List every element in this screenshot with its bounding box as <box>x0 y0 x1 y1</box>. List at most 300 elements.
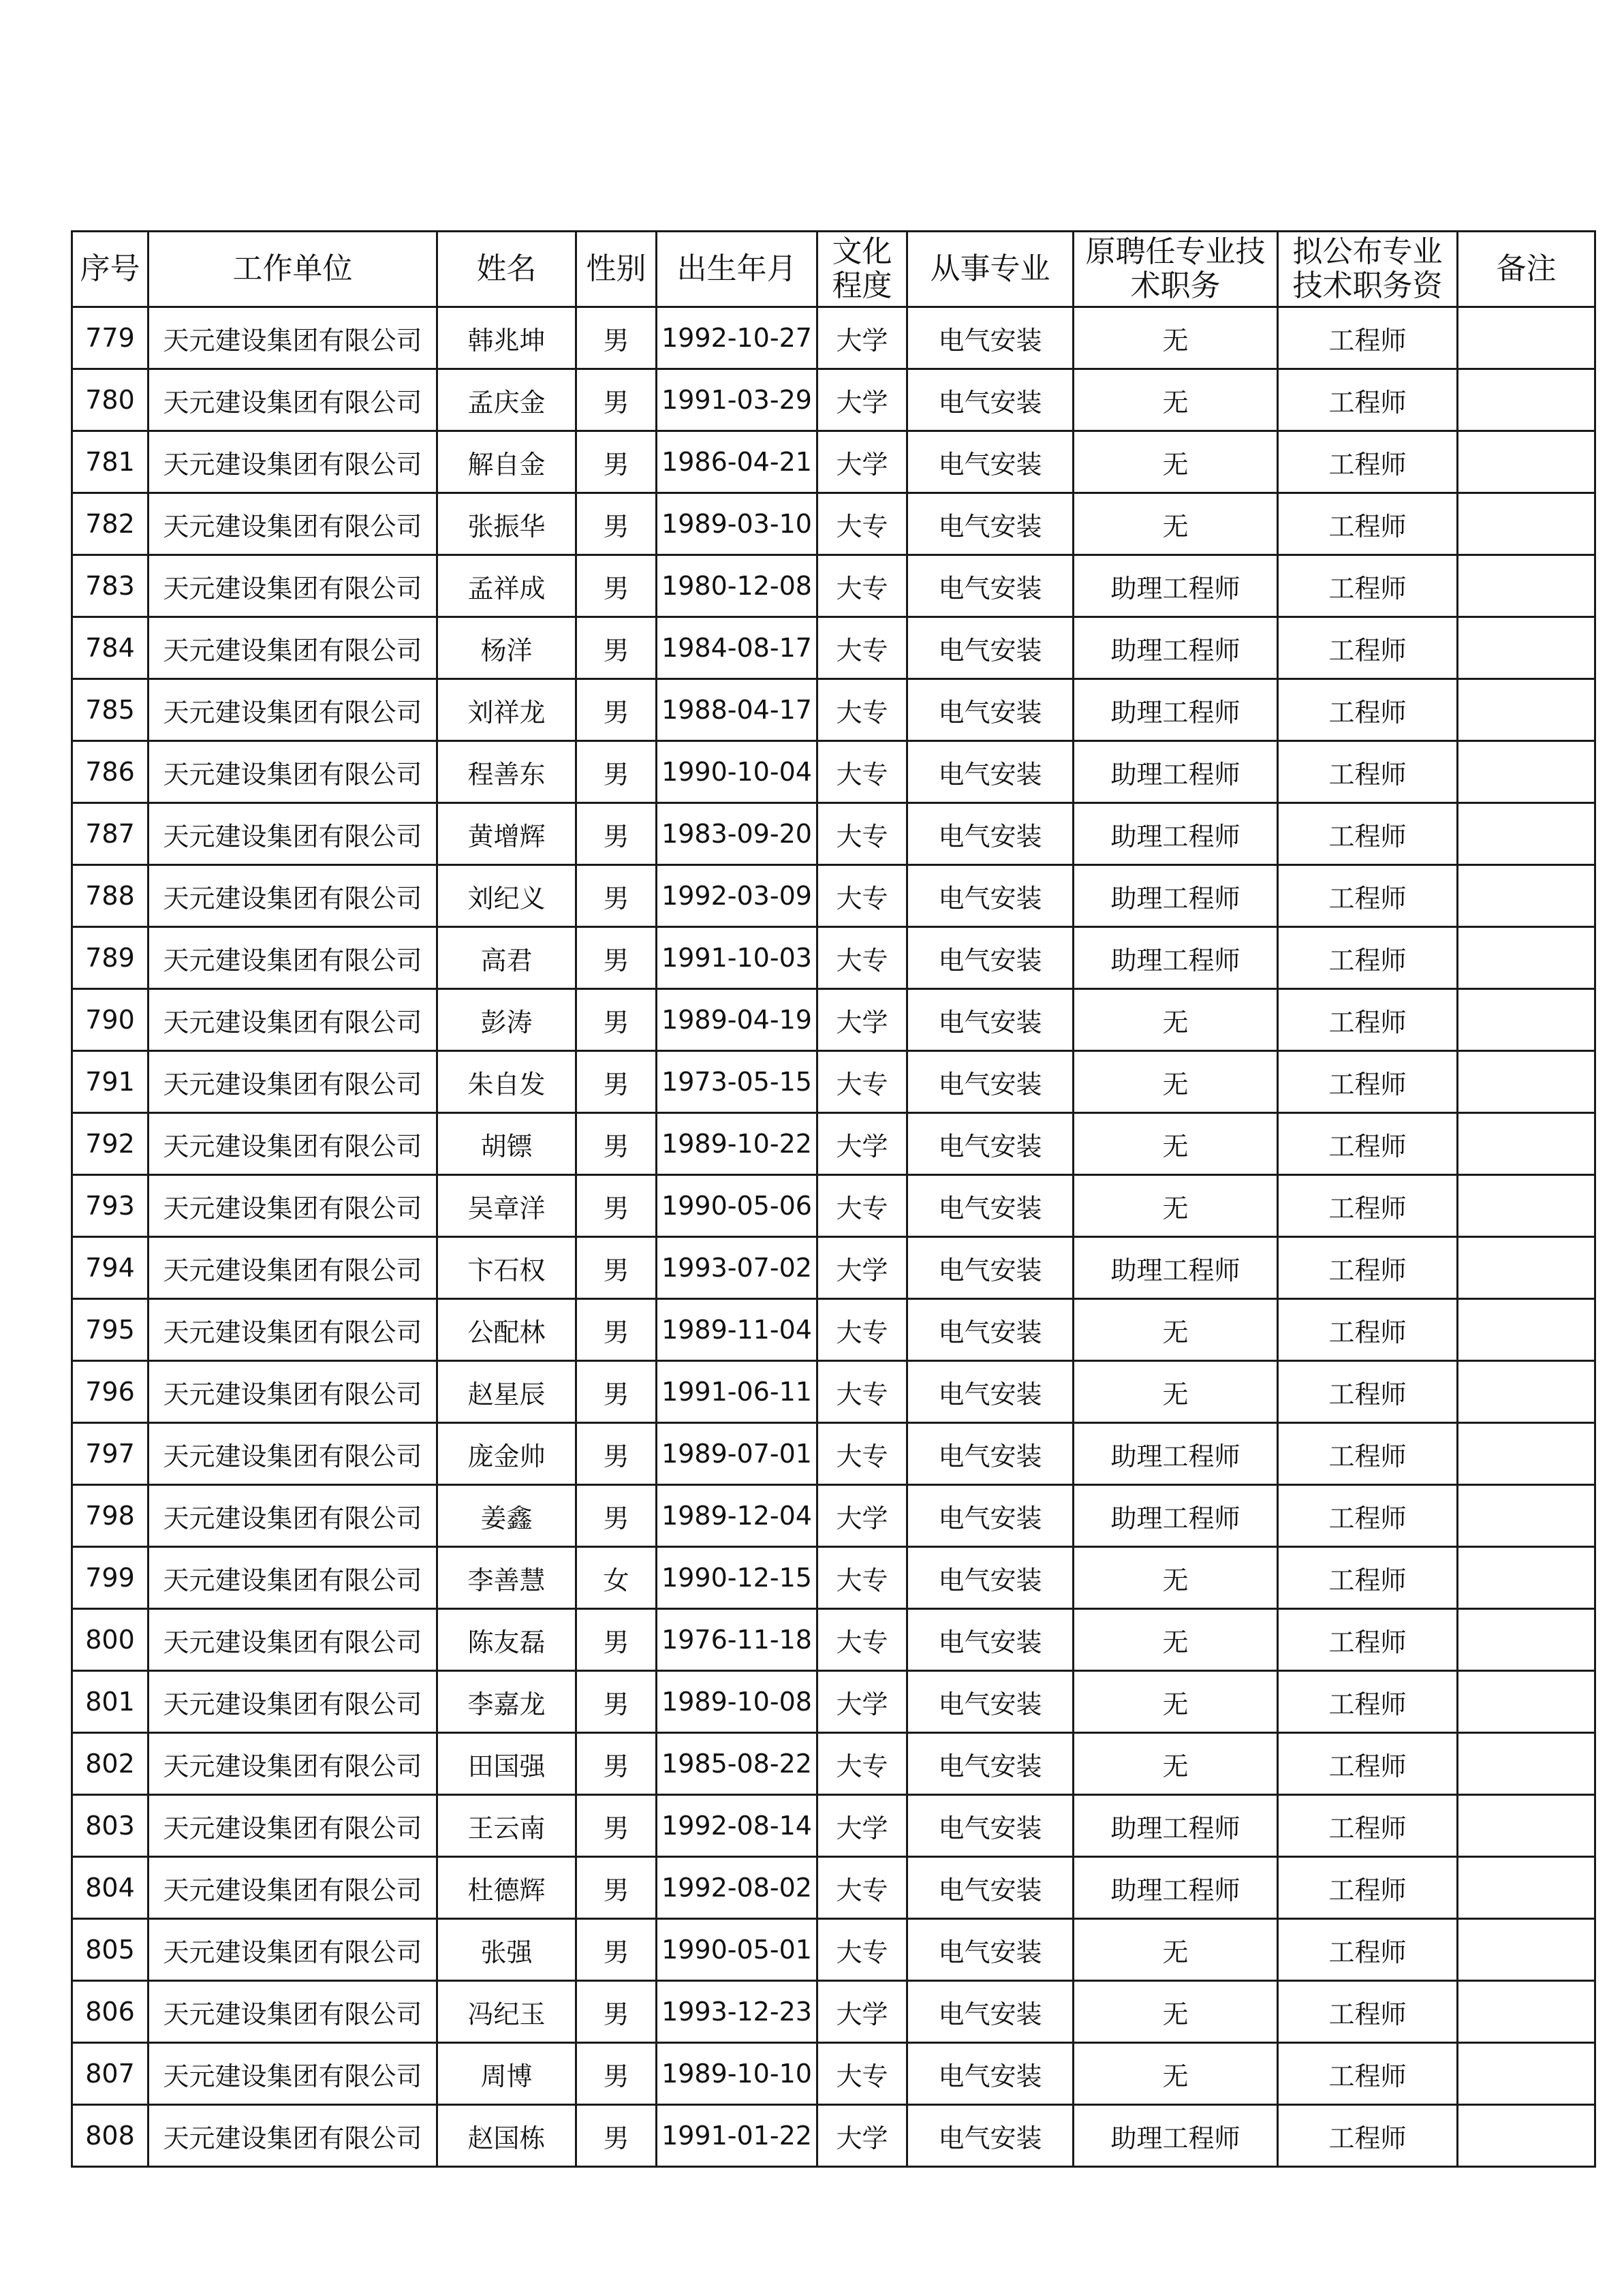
personnel-table-sheet <box>71 230 1594 2168</box>
cell-name: 田国强 <box>437 1733 576 1795</box>
cell-remarks <box>1458 1051 1595 1113</box>
cell-work-unit: 天元建设集团有限公司 <box>149 555 437 617</box>
cell-work-unit: 天元建设集团有限公司 <box>149 1113 437 1175</box>
cell-remarks <box>1458 1423 1595 1485</box>
cell-original-title: 无 <box>1074 1981 1278 2043</box>
cell-birth-date: 1985-08-22 <box>657 1733 817 1795</box>
table-row <box>72 741 1595 803</box>
cell-seq: 788 <box>72 865 149 927</box>
cell-work-unit: 天元建设集团有限公司 <box>149 1795 437 1857</box>
cell-gender: 男 <box>576 493 657 555</box>
cell-seq: 798 <box>72 1485 149 1547</box>
cell-education: 大专 <box>817 679 907 741</box>
table-row <box>72 1857 1595 1919</box>
cell-original-title: 无 <box>1074 1175 1278 1237</box>
cell-remarks <box>1458 431 1595 493</box>
cell-seq: 786 <box>72 741 149 803</box>
cell-work-unit: 天元建设集团有限公司 <box>149 1299 437 1361</box>
cell-major: 电气安装 <box>907 1795 1074 1857</box>
cell-remarks <box>1458 1671 1595 1733</box>
cell-education: 大学 <box>817 431 907 493</box>
table-row <box>72 1423 1595 1485</box>
cell-major: 电气安装 <box>907 1361 1074 1423</box>
table-row <box>72 2043 1595 2105</box>
cell-seq: 781 <box>72 431 149 493</box>
cell-gender: 男 <box>576 2105 657 2167</box>
cell-major: 电气安装 <box>907 555 1074 617</box>
cell-proposed-title: 工程师 <box>1278 307 1458 369</box>
cell-work-unit: 天元建设集团有限公司 <box>149 1981 437 2043</box>
cell-birth-date: 1989-10-22 <box>657 1113 817 1175</box>
cell-original-title: 无 <box>1074 1919 1278 1981</box>
table-row <box>72 679 1595 741</box>
cell-education: 大学 <box>817 1981 907 2043</box>
cell-birth-date: 1989-03-10 <box>657 493 817 555</box>
cell-remarks <box>1458 555 1595 617</box>
cell-name: 卞石权 <box>437 1237 576 1299</box>
cell-education: 大学 <box>817 2105 907 2167</box>
cell-gender: 女 <box>576 1547 657 1609</box>
cell-name: 姜鑫 <box>437 1485 576 1547</box>
cell-gender: 男 <box>576 1671 657 1733</box>
cell-work-unit: 天元建设集团有限公司 <box>149 617 437 679</box>
cell-seq: 807 <box>72 2043 149 2105</box>
cell-gender: 男 <box>576 431 657 493</box>
cell-name: 彭涛 <box>437 989 576 1051</box>
cell-education: 大专 <box>817 1919 907 1981</box>
cell-seq: 806 <box>72 1981 149 2043</box>
cell-major: 电气安装 <box>907 1299 1074 1361</box>
cell-gender: 男 <box>576 1175 657 1237</box>
cell-major: 电气安装 <box>907 431 1074 493</box>
cell-education: 大学 <box>817 1113 907 1175</box>
cell-seq: 794 <box>72 1237 149 1299</box>
cell-gender: 男 <box>576 1733 657 1795</box>
header-education: 文化程度 <box>817 232 907 307</box>
cell-gender: 男 <box>576 1051 657 1113</box>
cell-major: 电气安装 <box>907 1547 1074 1609</box>
table-row <box>72 431 1595 493</box>
cell-name: 孟庆金 <box>437 369 576 431</box>
cell-proposed-title: 工程师 <box>1278 1113 1458 1175</box>
cell-name: 孟祥成 <box>437 555 576 617</box>
cell-name: 高君 <box>437 927 576 989</box>
cell-proposed-title: 工程师 <box>1278 555 1458 617</box>
cell-original-title: 无 <box>1074 989 1278 1051</box>
cell-original-title: 助理工程师 <box>1074 2105 1278 2167</box>
cell-birth-date: 1989-12-04 <box>657 1485 817 1547</box>
cell-seq: 802 <box>72 1733 149 1795</box>
cell-birth-date: 1989-11-04 <box>657 1299 817 1361</box>
header-birth-date: 出生年月 <box>657 232 817 307</box>
header-seq: 序号 <box>72 232 149 307</box>
cell-education: 大学 <box>817 369 907 431</box>
cell-birth-date: 1992-10-27 <box>657 307 817 369</box>
table-row <box>72 1671 1595 1733</box>
cell-gender: 男 <box>576 1361 657 1423</box>
cell-major: 电气安装 <box>907 1733 1074 1795</box>
cell-remarks <box>1458 1113 1595 1175</box>
cell-remarks <box>1458 493 1595 555</box>
cell-proposed-title: 工程师 <box>1278 1671 1458 1733</box>
cell-original-title: 无 <box>1074 1361 1278 1423</box>
cell-remarks <box>1458 803 1595 865</box>
cell-gender: 男 <box>576 369 657 431</box>
cell-name: 吴章洋 <box>437 1175 576 1237</box>
cell-proposed-title: 工程师 <box>1278 369 1458 431</box>
cell-original-title: 无 <box>1074 1671 1278 1733</box>
cell-original-title: 无 <box>1074 1299 1278 1361</box>
cell-original-title: 无 <box>1074 431 1278 493</box>
cell-original-title: 助理工程师 <box>1074 1423 1278 1485</box>
cell-name: 黄增辉 <box>437 803 576 865</box>
cell-remarks <box>1458 369 1595 431</box>
cell-seq: 787 <box>72 803 149 865</box>
cell-major: 电气安装 <box>907 2043 1074 2105</box>
cell-proposed-title: 工程师 <box>1278 431 1458 493</box>
cell-major: 电气安装 <box>907 369 1074 431</box>
cell-gender: 男 <box>576 555 657 617</box>
cell-major: 电气安装 <box>907 1423 1074 1485</box>
cell-birth-date: 1989-10-08 <box>657 1671 817 1733</box>
cell-seq: 796 <box>72 1361 149 1423</box>
cell-seq: 800 <box>72 1609 149 1671</box>
cell-gender: 男 <box>576 1423 657 1485</box>
table-row <box>72 1051 1595 1113</box>
cell-name: 张强 <box>437 1919 576 1981</box>
cell-birth-date: 1992-03-09 <box>657 865 817 927</box>
cell-seq: 780 <box>72 369 149 431</box>
cell-proposed-title: 工程师 <box>1278 2105 1458 2167</box>
cell-seq: 805 <box>72 1919 149 1981</box>
cell-gender: 男 <box>576 1609 657 1671</box>
cell-remarks <box>1458 1485 1595 1547</box>
cell-original-title: 无 <box>1074 307 1278 369</box>
cell-education: 大专 <box>817 741 907 803</box>
cell-major: 电气安装 <box>907 865 1074 927</box>
cell-birth-date: 1992-08-14 <box>657 1795 817 1857</box>
cell-gender: 男 <box>576 1919 657 1981</box>
cell-name: 胡镖 <box>437 1113 576 1175</box>
cell-proposed-title: 工程师 <box>1278 1795 1458 1857</box>
cell-original-title: 助理工程师 <box>1074 1237 1278 1299</box>
cell-major: 电气安装 <box>907 1113 1074 1175</box>
cell-name: 冯纪玉 <box>437 1981 576 2043</box>
cell-birth-date: 1990-12-15 <box>657 1547 817 1609</box>
cell-work-unit: 天元建设集团有限公司 <box>149 1361 437 1423</box>
cell-work-unit: 天元建设集团有限公司 <box>149 1733 437 1795</box>
cell-seq: 801 <box>72 1671 149 1733</box>
cell-work-unit: 天元建设集团有限公司 <box>149 1919 437 1981</box>
table-row <box>72 1919 1595 1981</box>
cell-seq: 784 <box>72 617 149 679</box>
cell-proposed-title: 工程师 <box>1278 865 1458 927</box>
cell-name: 朱自发 <box>437 1051 576 1113</box>
cell-seq: 795 <box>72 1299 149 1361</box>
cell-work-unit: 天元建设集团有限公司 <box>149 1609 437 1671</box>
cell-birth-date: 1993-12-23 <box>657 1981 817 2043</box>
cell-seq: 779 <box>72 307 149 369</box>
cell-proposed-title: 工程师 <box>1278 1237 1458 1299</box>
cell-name: 周博 <box>437 2043 576 2105</box>
table-row <box>72 1547 1595 1609</box>
cell-original-title: 助理工程师 <box>1074 803 1278 865</box>
cell-remarks <box>1458 1299 1595 1361</box>
cell-major: 电气安装 <box>907 927 1074 989</box>
cell-education: 大专 <box>817 1423 907 1485</box>
cell-education: 大专 <box>817 803 907 865</box>
cell-remarks <box>1458 1237 1595 1299</box>
cell-remarks <box>1458 2043 1595 2105</box>
cell-remarks <box>1458 679 1595 741</box>
cell-gender: 男 <box>576 989 657 1051</box>
cell-seq: 782 <box>72 493 149 555</box>
cell-major: 电气安装 <box>907 493 1074 555</box>
cell-birth-date: 1984-08-17 <box>657 617 817 679</box>
cell-work-unit: 天元建设集团有限公司 <box>149 1175 437 1237</box>
cell-major: 电气安装 <box>907 2105 1074 2167</box>
cell-birth-date: 1991-01-22 <box>657 2105 817 2167</box>
cell-remarks <box>1458 741 1595 803</box>
cell-education: 大学 <box>817 989 907 1051</box>
table-row <box>72 1609 1595 1671</box>
cell-remarks <box>1458 865 1595 927</box>
cell-education: 大专 <box>817 1299 907 1361</box>
header-row <box>72 232 1595 307</box>
cell-seq: 793 <box>72 1175 149 1237</box>
cell-remarks <box>1458 1857 1595 1919</box>
cell-gender: 男 <box>576 1857 657 1919</box>
cell-work-unit: 天元建设集团有限公司 <box>149 431 437 493</box>
cell-seq: 808 <box>72 2105 149 2167</box>
header-proposed-title: 拟公布专业技术职务资 <box>1278 232 1458 307</box>
cell-proposed-title: 工程师 <box>1278 1857 1458 1919</box>
cell-original-title: 无 <box>1074 2043 1278 2105</box>
cell-name: 陈友磊 <box>437 1609 576 1671</box>
cell-major: 电气安装 <box>907 1919 1074 1981</box>
header-original-title: 原聘任专业技术职务 <box>1074 232 1278 307</box>
cell-major: 电气安装 <box>907 1175 1074 1237</box>
cell-original-title: 助理工程师 <box>1074 555 1278 617</box>
cell-proposed-title: 工程师 <box>1278 1361 1458 1423</box>
cell-work-unit: 天元建设集团有限公司 <box>149 1051 437 1113</box>
cell-name: 庞金帅 <box>437 1423 576 1485</box>
cell-name: 刘祥龙 <box>437 679 576 741</box>
cell-education: 大专 <box>817 555 907 617</box>
cell-proposed-title: 工程师 <box>1278 1547 1458 1609</box>
cell-remarks <box>1458 1733 1595 1795</box>
cell-remarks <box>1458 1175 1595 1237</box>
cell-remarks <box>1458 1981 1595 2043</box>
personnel-table <box>71 230 1596 2168</box>
cell-proposed-title: 工程师 <box>1278 493 1458 555</box>
cell-birth-date: 1990-10-04 <box>657 741 817 803</box>
cell-work-unit: 天元建设集团有限公司 <box>149 307 437 369</box>
cell-work-unit: 天元建设集团有限公司 <box>149 741 437 803</box>
cell-education: 大专 <box>817 617 907 679</box>
cell-remarks <box>1458 989 1595 1051</box>
cell-education: 大学 <box>817 307 907 369</box>
table-row <box>72 1175 1595 1237</box>
cell-major: 电气安装 <box>907 307 1074 369</box>
cell-proposed-title: 工程师 <box>1278 1051 1458 1113</box>
cell-birth-date: 1973-05-15 <box>657 1051 817 1113</box>
cell-work-unit: 天元建设集团有限公司 <box>149 865 437 927</box>
cell-work-unit: 天元建设集团有限公司 <box>149 1423 437 1485</box>
table-row <box>72 617 1595 679</box>
table-row <box>72 1361 1595 1423</box>
cell-birth-date: 1991-03-29 <box>657 369 817 431</box>
cell-name: 解自金 <box>437 431 576 493</box>
cell-education: 大专 <box>817 927 907 989</box>
cell-original-title: 助理工程师 <box>1074 741 1278 803</box>
cell-work-unit: 天元建设集团有限公司 <box>149 2043 437 2105</box>
cell-education: 大专 <box>817 1175 907 1237</box>
cell-major: 电气安装 <box>907 1671 1074 1733</box>
cell-name: 赵国栋 <box>437 2105 576 2167</box>
cell-original-title: 无 <box>1074 1051 1278 1113</box>
cell-education: 大学 <box>817 1795 907 1857</box>
cell-name: 韩兆坤 <box>437 307 576 369</box>
cell-gender: 男 <box>576 307 657 369</box>
cell-major: 电气安装 <box>907 803 1074 865</box>
cell-birth-date: 1989-04-19 <box>657 989 817 1051</box>
cell-birth-date: 1992-08-02 <box>657 1857 817 1919</box>
table-row <box>72 307 1595 369</box>
header-work-unit: 工作单位 <box>149 232 437 307</box>
cell-gender: 男 <box>576 1299 657 1361</box>
cell-major: 电气安装 <box>907 1485 1074 1547</box>
header-major: 从事专业 <box>907 232 1074 307</box>
cell-work-unit: 天元建设集团有限公司 <box>149 1857 437 1919</box>
cell-proposed-title: 工程师 <box>1278 927 1458 989</box>
cell-name: 程善东 <box>437 741 576 803</box>
cell-seq: 803 <box>72 1795 149 1857</box>
cell-name: 李善慧 <box>437 1547 576 1609</box>
cell-proposed-title: 工程师 <box>1278 1299 1458 1361</box>
cell-major: 电气安装 <box>907 1981 1074 2043</box>
cell-major: 电气安装 <box>907 679 1074 741</box>
cell-education: 大专 <box>817 493 907 555</box>
cell-name: 刘纪义 <box>437 865 576 927</box>
cell-remarks <box>1458 927 1595 989</box>
cell-birth-date: 1990-05-06 <box>657 1175 817 1237</box>
table-row <box>72 2105 1595 2167</box>
header-gender: 性别 <box>576 232 657 307</box>
cell-work-unit: 天元建设集团有限公司 <box>149 803 437 865</box>
cell-seq: 790 <box>72 989 149 1051</box>
cell-education: 大学 <box>817 1485 907 1547</box>
cell-education: 大专 <box>817 2043 907 2105</box>
cell-proposed-title: 工程师 <box>1278 1423 1458 1485</box>
table-row <box>72 1485 1595 1547</box>
cell-proposed-title: 工程师 <box>1278 1919 1458 1981</box>
cell-education: 大专 <box>817 1051 907 1113</box>
header-remarks: 备注 <box>1458 232 1595 307</box>
cell-major: 电气安装 <box>907 989 1074 1051</box>
table-row <box>72 927 1595 989</box>
cell-proposed-title: 工程师 <box>1278 2043 1458 2105</box>
cell-seq: 783 <box>72 555 149 617</box>
table-row <box>72 1237 1595 1299</box>
cell-proposed-title: 工程师 <box>1278 1981 1458 2043</box>
cell-birth-date: 1991-10-03 <box>657 927 817 989</box>
cell-birth-date: 1980-12-08 <box>657 555 817 617</box>
cell-proposed-title: 工程师 <box>1278 741 1458 803</box>
cell-proposed-title: 工程师 <box>1278 803 1458 865</box>
table-row <box>72 493 1595 555</box>
cell-remarks <box>1458 1795 1595 1857</box>
table-row <box>72 1981 1595 2043</box>
cell-major: 电气安装 <box>907 1237 1074 1299</box>
cell-birth-date: 1989-07-01 <box>657 1423 817 1485</box>
cell-name: 张振华 <box>437 493 576 555</box>
cell-birth-date: 1986-04-21 <box>657 431 817 493</box>
cell-original-title: 助理工程师 <box>1074 679 1278 741</box>
cell-birth-date: 1976-11-18 <box>657 1609 817 1671</box>
cell-work-unit: 天元建设集团有限公司 <box>149 989 437 1051</box>
cell-gender: 男 <box>576 1237 657 1299</box>
table-row <box>72 803 1595 865</box>
table-row <box>72 369 1595 431</box>
cell-seq: 797 <box>72 1423 149 1485</box>
cell-work-unit: 天元建设集团有限公司 <box>149 1671 437 1733</box>
table-row <box>72 1113 1595 1175</box>
cell-education: 大专 <box>817 1547 907 1609</box>
table-row <box>72 1299 1595 1361</box>
cell-birth-date: 1988-04-17 <box>657 679 817 741</box>
cell-work-unit: 天元建设集团有限公司 <box>149 2105 437 2167</box>
cell-major: 电气安装 <box>907 1051 1074 1113</box>
cell-original-title: 无 <box>1074 1733 1278 1795</box>
cell-work-unit: 天元建设集团有限公司 <box>149 1485 437 1547</box>
cell-gender: 男 <box>576 1795 657 1857</box>
cell-seq: 799 <box>72 1547 149 1609</box>
cell-original-title: 助理工程师 <box>1074 1485 1278 1547</box>
cell-remarks <box>1458 2105 1595 2167</box>
cell-remarks <box>1458 1361 1595 1423</box>
table-row <box>72 555 1595 617</box>
cell-major: 电气安装 <box>907 1857 1074 1919</box>
cell-original-title: 助理工程师 <box>1074 1857 1278 1919</box>
cell-major: 电气安装 <box>907 1609 1074 1671</box>
cell-birth-date: 1983-09-20 <box>657 803 817 865</box>
cell-original-title: 无 <box>1074 369 1278 431</box>
cell-name: 李嘉龙 <box>437 1671 576 1733</box>
table-row <box>72 1733 1595 1795</box>
cell-gender: 男 <box>576 1113 657 1175</box>
cell-gender: 男 <box>576 679 657 741</box>
cell-remarks <box>1458 1547 1595 1609</box>
cell-name: 杨洋 <box>437 617 576 679</box>
cell-birth-date: 1990-05-01 <box>657 1919 817 1981</box>
cell-gender: 男 <box>576 1485 657 1547</box>
cell-seq: 792 <box>72 1113 149 1175</box>
cell-remarks <box>1458 1609 1595 1671</box>
cell-gender: 男 <box>576 617 657 679</box>
cell-original-title: 无 <box>1074 1113 1278 1175</box>
cell-original-title: 助理工程师 <box>1074 617 1278 679</box>
cell-original-title: 助理工程师 <box>1074 865 1278 927</box>
cell-birth-date: 1991-06-11 <box>657 1361 817 1423</box>
cell-major: 电气安装 <box>907 741 1074 803</box>
cell-proposed-title: 工程师 <box>1278 1485 1458 1547</box>
cell-original-title: 无 <box>1074 493 1278 555</box>
cell-remarks <box>1458 617 1595 679</box>
cell-seq: 804 <box>72 1857 149 1919</box>
cell-original-title: 助理工程师 <box>1074 927 1278 989</box>
cell-proposed-title: 工程师 <box>1278 1609 1458 1671</box>
